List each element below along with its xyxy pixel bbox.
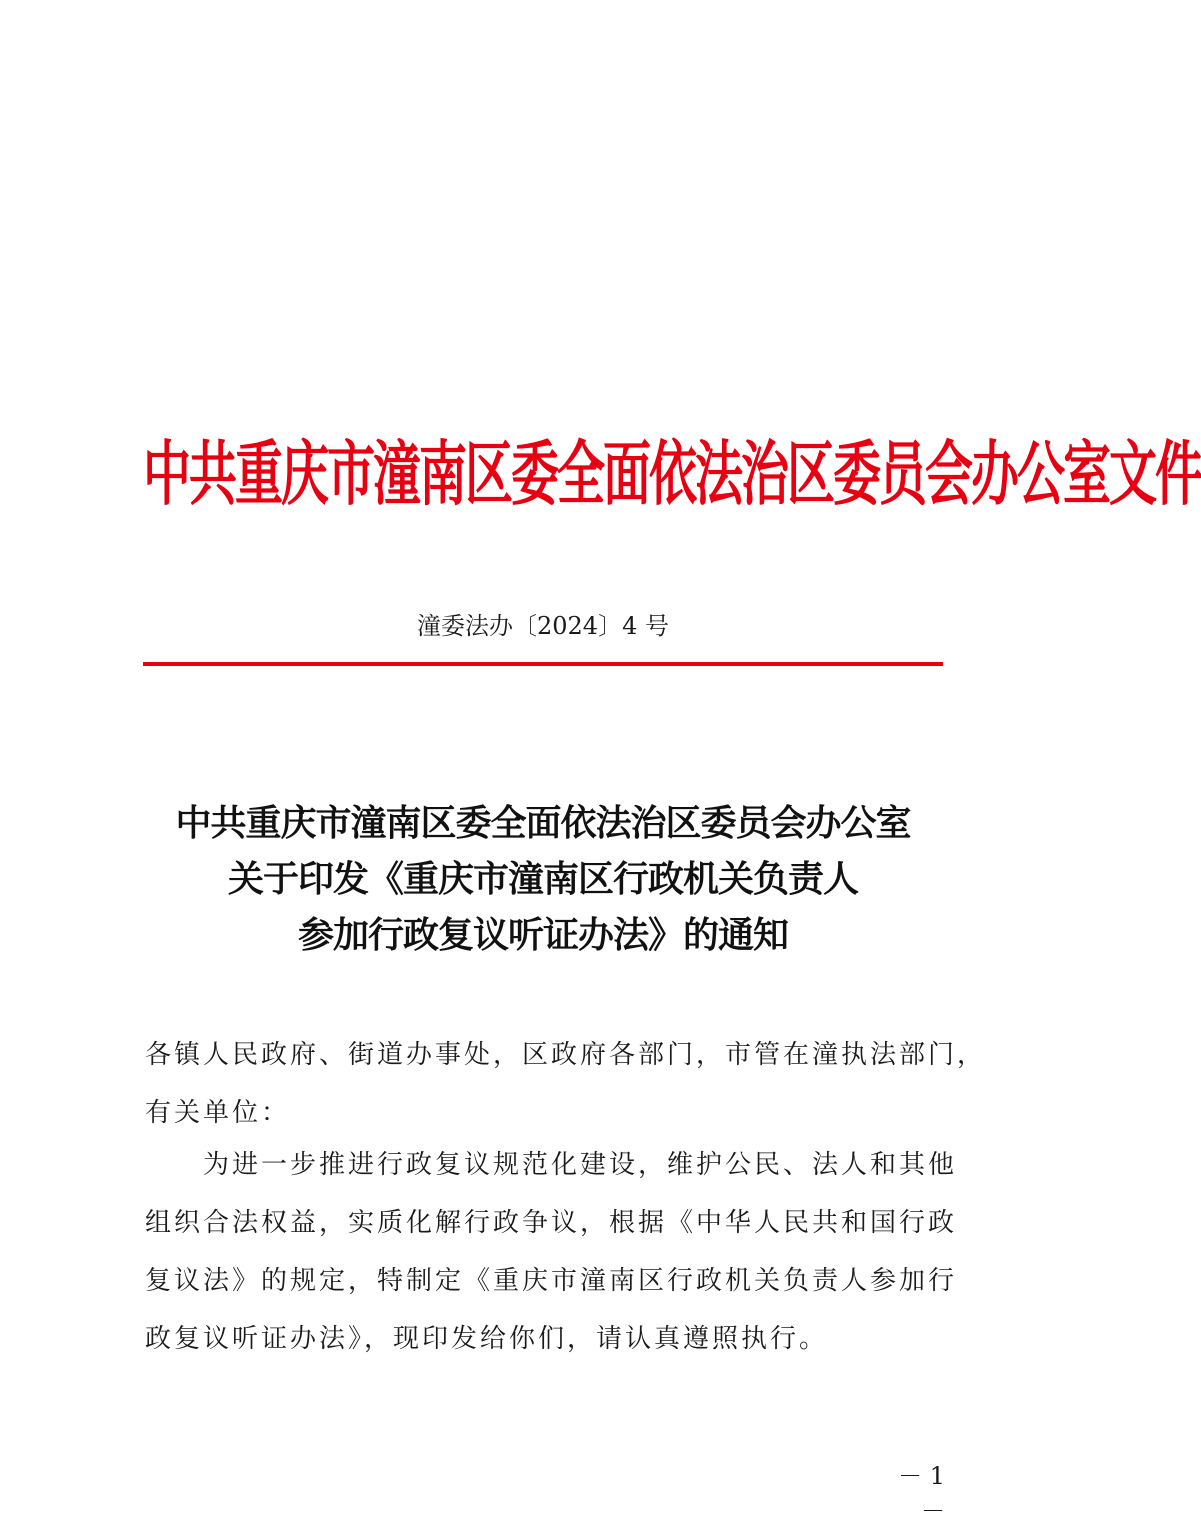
- paragraph-line-4: 政复议听证办法》，现印发给你们，请认真遵照执行。: [145, 1324, 829, 1354]
- document-masthead: 中共重庆市潼南区委全面依法治区委员会办公室文件: [143, 433, 1201, 516]
- addressee-block: [145, 1026, 987, 1142]
- paragraph-line-1: 为进一步推进行政复议规范化建设，维护公民、法人和其他: [203, 1150, 958, 1180]
- paragraph-line-3: 复议法》的规定，特制定《重庆市潼南区行政机关负责人参加行: [145, 1266, 958, 1296]
- red-divider-line: [143, 662, 943, 666]
- page-number: － 1 －: [898, 1462, 945, 1525]
- paragraph-line-2: 组织合法权益，实质化解行政争议，根据《中华人民共和国行政: [145, 1208, 958, 1238]
- title-line-3: 参加行政复议听证办法》的通知: [297, 915, 788, 956]
- title-line-2: 关于印发《重庆市潼南区行政机关负责人: [227, 859, 858, 900]
- document-number: 潼委法办〔2024〕4 号: [417, 612, 669, 640]
- addressee-line-1: 各镇人民政府、街道办事处，区政府各部门，市管在潼执法部门，: [145, 1040, 987, 1070]
- document-title: [143, 796, 943, 964]
- title-line-1: 中共重庆市潼南区委全面依法治区委员会办公室: [175, 803, 911, 844]
- body-paragraph: [145, 1136, 958, 1368]
- addressee-line-2: 有关单位：: [145, 1098, 291, 1128]
